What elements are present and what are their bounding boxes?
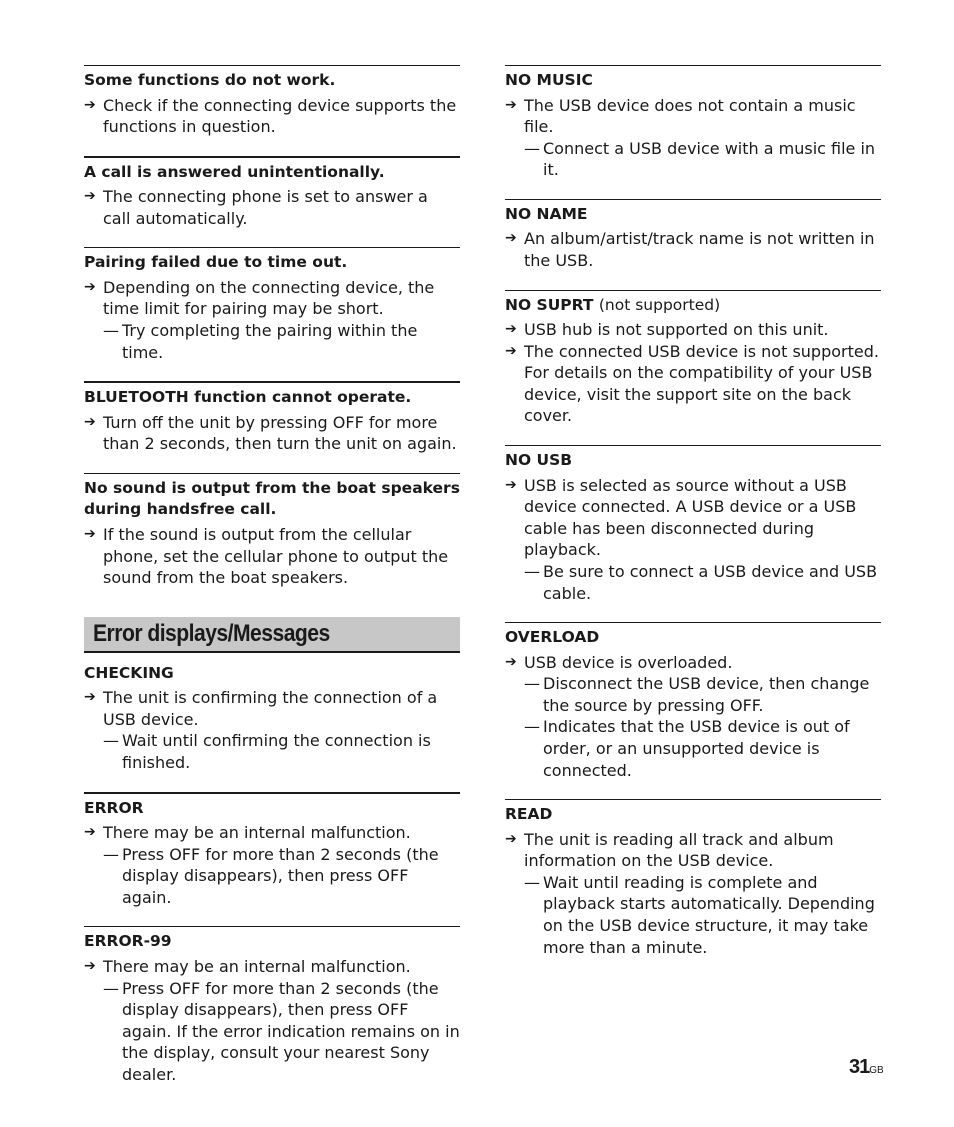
section-title-text: Some functions do not work. (84, 71, 336, 89)
dash-icon: — (524, 717, 540, 737)
section-title-text: OVERLOAD (505, 628, 600, 647)
arrow-icon: ➔ (505, 342, 517, 359)
remedy-text: Wait until confirming the connection is finished. (122, 731, 431, 772)
message-section (84, 792, 460, 909)
section-banner (84, 617, 460, 653)
section-title-text: Pairing failed due to time out. (84, 253, 348, 272)
cause-text: If the sound is output from the cellular phone, set the cellular phone to output the sound from the boat speakers. (103, 524, 449, 588)
remedy-text: Connect a USB device with a music file in it. (543, 138, 876, 180)
section-title-text: ERROR (84, 798, 144, 817)
remedy-item (505, 561, 881, 604)
remedy-text: Press OFF for more than 2 seconds (the display disappears), then press OFF again. If the error indication remains on in the display, consult your nearest Sony dealer. (122, 978, 460, 1084)
cause-item (505, 829, 881, 872)
cause-item (84, 822, 460, 844)
message-section (505, 290, 881, 427)
dash-icon: — (103, 731, 119, 751)
section-title-text: READ (505, 805, 553, 824)
message-section (505, 622, 881, 781)
arrow-icon: ➔ (84, 957, 96, 974)
section-title-text: BLUETOOTH function cannot operate. (84, 388, 412, 407)
remedy-text: Try completing the pairing within the time. (122, 321, 418, 362)
dash-icon: — (524, 872, 540, 892)
cause-text: USB hub is not supported on this unit. (524, 320, 829, 340)
message-section (84, 65, 460, 138)
cause-item (505, 341, 881, 427)
dash-icon: — (103, 321, 119, 341)
section-title (84, 663, 460, 685)
cause-item (84, 277, 460, 320)
arrow-icon: ➔ (505, 653, 517, 670)
cause-text: The connected USB device is not supported. For details on the compatibility of your USB device, visit the support site on the back cover. (524, 341, 879, 426)
cause-item (505, 652, 881, 674)
section-title-text: NO USB (505, 451, 573, 470)
message-section (84, 926, 460, 1085)
arrow-icon: ➔ (505, 830, 517, 847)
cause-text: There may be an internal malfunction. (103, 823, 411, 843)
remedy-item (505, 872, 881, 958)
cause-item (84, 186, 460, 229)
arrow-icon: ➔ (84, 413, 96, 430)
cause-item (505, 319, 881, 341)
remedy-text: Wait until reading is complete and playback starts automatically. Depending on the USB device structure, it may take more than a minute. (543, 872, 875, 957)
section-title-text: NO MUSIC (505, 71, 593, 89)
section-title (84, 931, 460, 953)
section-title-text: NO SUPRT (505, 295, 594, 314)
remedy-text: Press OFF for more than 2 seconds (the display disappears), then press OFF again. (122, 844, 439, 907)
arrow-icon: ➔ (505, 476, 517, 493)
section-title (84, 798, 460, 820)
cause-text: The USB device does not contain a music file. (524, 95, 856, 137)
cause-item (84, 956, 460, 978)
cause-text: Turn off the unit by pressing OFF for more than 2 seconds, then turn the unit on again. (103, 412, 457, 454)
section-title (505, 804, 881, 826)
dash-icon: — (103, 978, 119, 998)
right-column (505, 65, 881, 976)
cause-text: The unit is reading all track and album information on the USB device. (524, 829, 834, 871)
arrow-icon: ➔ (505, 321, 517, 338)
arrow-icon: ➔ (505, 230, 517, 247)
dash-icon: — (103, 844, 119, 864)
remedy-text: Be sure to connect a USB device and USB cable. (543, 561, 878, 603)
banner-title: Error displays/Messages (93, 619, 330, 647)
message-section (505, 799, 881, 958)
arrow-icon: ➔ (84, 96, 96, 113)
remedy-item (505, 138, 881, 181)
error-message-list (84, 657, 460, 1086)
section-title (505, 295, 881, 317)
page-number (849, 1056, 884, 1079)
remedy-text: Indicates that the USB device is out of order, or an unsupported device is connected. (543, 717, 850, 780)
section-title-text: ERROR-99 (84, 932, 172, 951)
remedy-item (505, 716, 881, 781)
cause-item (84, 524, 460, 589)
section-title (505, 627, 881, 649)
section-title (505, 450, 881, 472)
section-title-text: NO NAME (505, 204, 588, 223)
page-number-value: 31 (849, 1056, 870, 1078)
dash-icon: — (524, 138, 540, 158)
section-title (84, 478, 460, 521)
cause-text: An album/artist/track name is not written in the USB. (524, 229, 875, 270)
arrow-icon: ➔ (84, 278, 96, 295)
arrow-icon: ➔ (505, 96, 517, 113)
message-section (505, 445, 881, 604)
cause-item (505, 95, 881, 138)
cause-text: USB device is overloaded. (524, 652, 733, 672)
section-title-note: (not supported) (598, 295, 721, 314)
left-column (84, 65, 460, 1104)
message-section (84, 156, 460, 230)
section-title (84, 252, 460, 274)
cause-text: Check if the connecting device supports the functions in question. (103, 95, 457, 137)
message-section (505, 65, 881, 181)
page-number-suffix: GB (869, 1065, 884, 1076)
arrow-icon: ➔ (84, 824, 96, 841)
section-title (84, 162, 460, 184)
left-troubleshooting-list (84, 65, 460, 589)
section-title-text: A call is answered unintentionally. (84, 162, 385, 181)
remedy-item (84, 978, 460, 1086)
remedy-item (505, 673, 881, 716)
cause-item (505, 475, 881, 561)
message-section (505, 199, 881, 272)
remedy-text: Disconnect the USB device, then change the source by pressing OFF. (543, 674, 870, 715)
right-message-list (505, 65, 881, 958)
message-section (84, 473, 460, 589)
remedy-item (84, 730, 460, 773)
message-section (84, 381, 460, 455)
section-title-text: CHECKING (84, 663, 174, 682)
cause-text: USB is selected as source without a USB device connected. A USB device or a USB cable has been disconnected during playback. (524, 475, 857, 560)
cause-text: There may be an internal malfunction. (103, 956, 411, 976)
remedy-item (84, 844, 460, 909)
section-title (505, 70, 881, 92)
cause-text: The unit is confirming the connection of a USB device. (103, 688, 438, 729)
arrow-icon: ➔ (84, 689, 96, 706)
dash-icon: — (524, 561, 540, 581)
arrow-icon: ➔ (84, 188, 96, 205)
cause-text: The connecting phone is set to answer a call automatically. (103, 187, 428, 228)
cause-item (84, 687, 460, 730)
dash-icon: — (524, 674, 540, 694)
cause-item (84, 412, 460, 455)
section-title (505, 204, 881, 226)
cause-text: Depending on the connecting device, the time limit for pairing may be short. (103, 277, 435, 319)
arrow-icon: ➔ (84, 525, 96, 542)
cause-item (84, 95, 460, 138)
section-title-text: No sound is output from the boat speakers during handsfree call. (84, 478, 460, 519)
remedy-item (84, 320, 460, 363)
section-title (84, 70, 460, 92)
section-title (84, 387, 460, 409)
cause-item (505, 228, 881, 271)
message-section (84, 657, 460, 774)
message-section (84, 247, 460, 363)
